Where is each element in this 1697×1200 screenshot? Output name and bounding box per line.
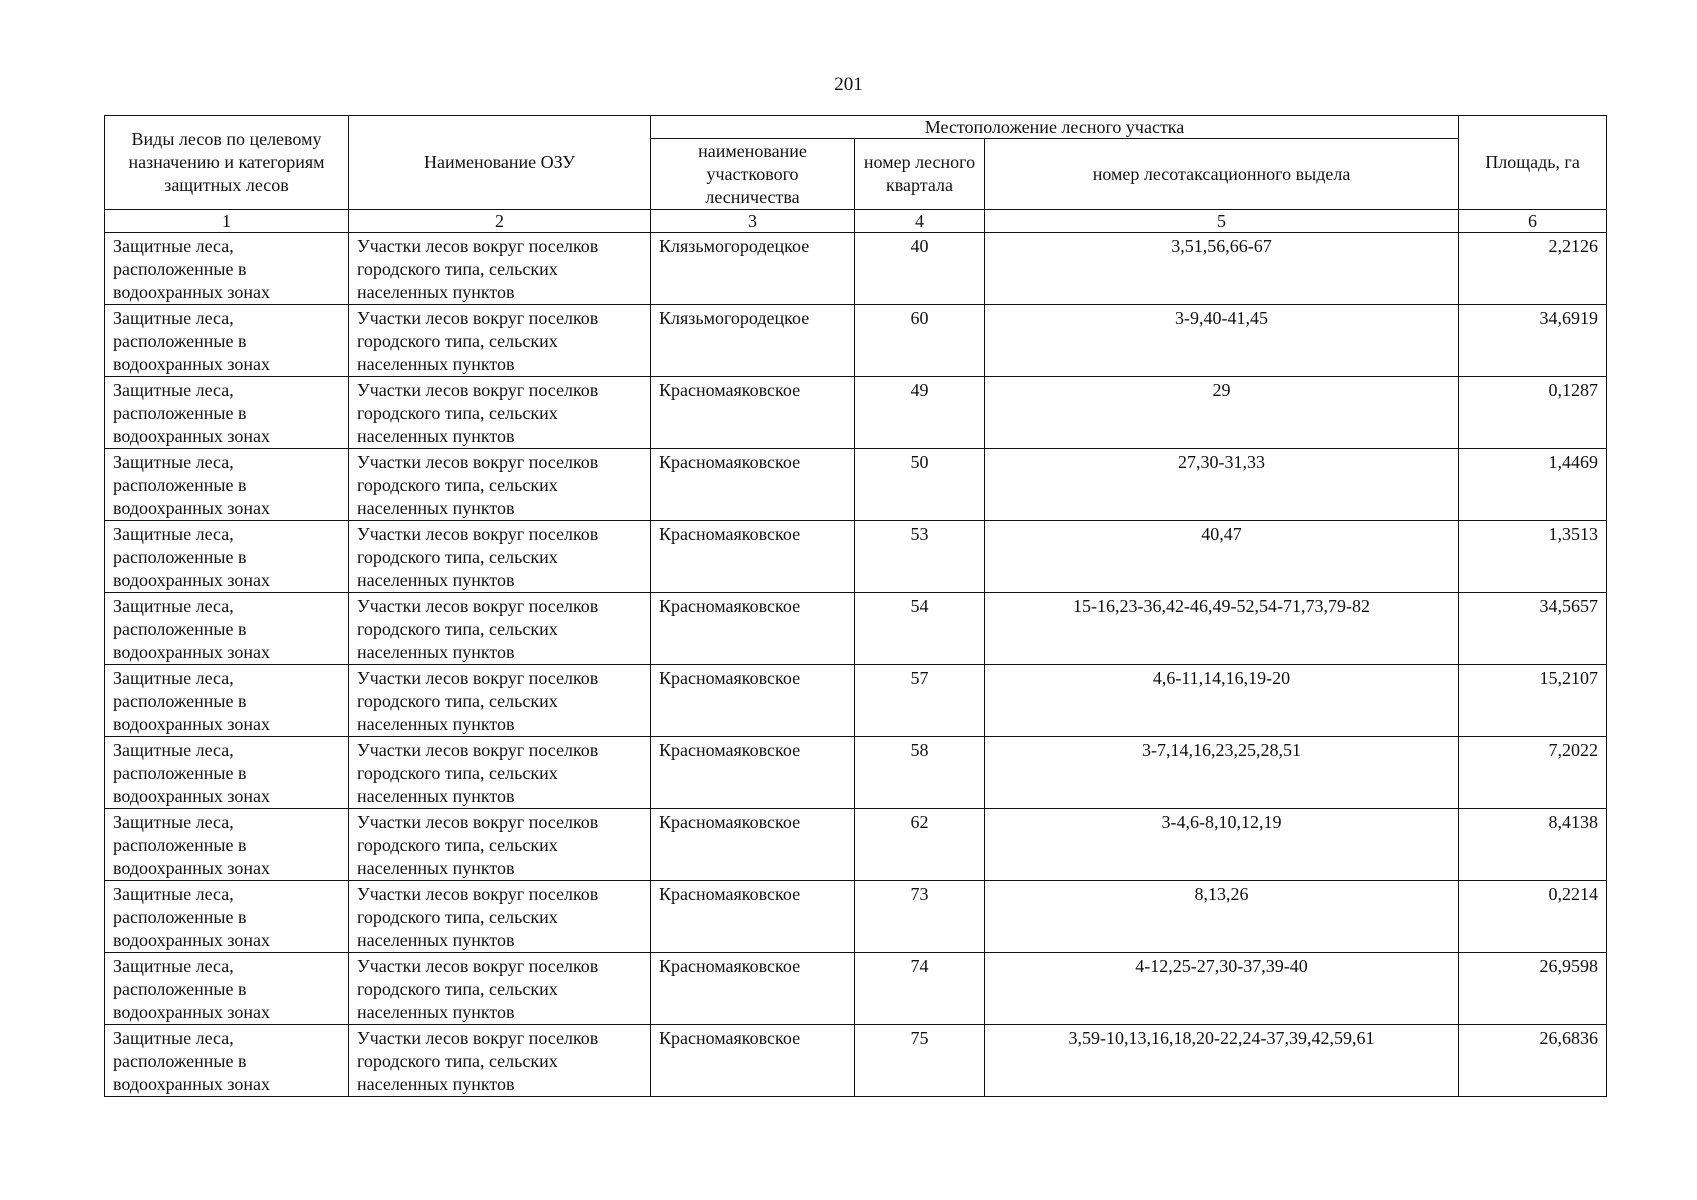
- cell-ozu-name: Участки лесов вокруг поселков городского типа, сельских населенных пунктов: [349, 593, 651, 665]
- cell-forestry-name: Красномаяковское: [651, 449, 855, 521]
- cell-forestry-name: Красномаяковское: [651, 593, 855, 665]
- cell-section-number: 15-16,23-36,42-46,49-52,54-71,73,79-82: [985, 593, 1459, 665]
- table-row: [105, 809, 1607, 881]
- cell-forest-type: Защитные леса, расположенные в водоохранных зонах: [105, 377, 349, 449]
- cell-forestry-name: Красномаяковское: [651, 737, 855, 809]
- table-row: [105, 737, 1607, 809]
- cell-forestry-name: Клязьмогородецкое: [651, 233, 855, 305]
- cell-quarter-number: 53: [855, 521, 985, 593]
- cell-forestry-name: Красномаяковское: [651, 881, 855, 953]
- cell-ozu-name: Участки лесов вокруг поселков городского типа, сельских населенных пунктов: [349, 953, 651, 1025]
- column-number: 2: [349, 210, 651, 233]
- cell-quarter-number: 58: [855, 737, 985, 809]
- cell-section-number: 8,13,26: [985, 881, 1459, 953]
- cell-forestry-name: Красномаяковское: [651, 521, 855, 593]
- cell-section-number: 3,59-10,13,16,18,20-22,24-37,39,42,59,61: [985, 1025, 1459, 1097]
- table-row: [105, 1025, 1607, 1097]
- cell-quarter-number: 54: [855, 593, 985, 665]
- cell-section-number: 4,6-11,14,16,19-20: [985, 665, 1459, 737]
- cell-forest-type: Защитные леса, расположенные в водоохранных зонах: [105, 737, 349, 809]
- cell-quarter-number: 74: [855, 953, 985, 1025]
- cell-quarter-number: 73: [855, 881, 985, 953]
- cell-quarter-number: 62: [855, 809, 985, 881]
- cell-quarter-number: 57: [855, 665, 985, 737]
- cell-forest-type: Защитные леса, расположенные в водоохранных зонах: [105, 1025, 349, 1097]
- header-row-1: [105, 116, 1607, 139]
- cell-quarter-number: 40: [855, 233, 985, 305]
- table-row: [105, 953, 1607, 1025]
- cell-forest-type: Защитные леса, расположенные в водоохранных зонах: [105, 953, 349, 1025]
- cell-quarter-number: 75: [855, 1025, 985, 1097]
- cell-forestry-name: Красномаяковское: [651, 377, 855, 449]
- cell-forest-type: Защитные леса, расположенные в водоохранных зонах: [105, 521, 349, 593]
- header-quarter-number: номер лесного квартала: [855, 139, 985, 210]
- header-forestry-name: наименование участкового лесничества: [651, 139, 855, 210]
- cell-ozu-name: Участки лесов вокруг поселков городского типа, сельских населенных пунктов: [349, 737, 651, 809]
- table-row: [105, 665, 1607, 737]
- cell-section-number: 3,51,56,66-67: [985, 233, 1459, 305]
- cell-section-number: 29: [985, 377, 1459, 449]
- cell-area: 15,2107: [1459, 665, 1607, 737]
- header-forest-type: Виды лесов по целевому назначению и категориям защитных лесов: [105, 116, 349, 210]
- cell-area: 26,9598: [1459, 953, 1607, 1025]
- column-number-row: [105, 210, 1607, 233]
- column-number: 1: [105, 210, 349, 233]
- header-location-group: Местоположение лесного участка: [651, 116, 1459, 139]
- table-body: [105, 210, 1607, 1097]
- table-row: [105, 233, 1607, 305]
- cell-quarter-number: 49: [855, 377, 985, 449]
- column-number: 5: [985, 210, 1459, 233]
- cell-area: 0,1287: [1459, 377, 1607, 449]
- table-row: [105, 377, 1607, 449]
- cell-area: 7,2022: [1459, 737, 1607, 809]
- cell-area: 34,5657: [1459, 593, 1607, 665]
- cell-forestry-name: Клязьмогородецкое: [651, 305, 855, 377]
- cell-forest-type: Защитные леса, расположенные в водоохранных зонах: [105, 449, 349, 521]
- cell-area: 34,6919: [1459, 305, 1607, 377]
- table-row: [105, 881, 1607, 953]
- column-number: 6: [1459, 210, 1607, 233]
- table-header: [105, 116, 1607, 210]
- cell-forest-type: Защитные леса, расположенные в водоохранных зонах: [105, 305, 349, 377]
- cell-ozu-name: Участки лесов вокруг поселков городского типа, сельских населенных пунктов: [349, 233, 651, 305]
- cell-area: 26,6836: [1459, 1025, 1607, 1097]
- cell-ozu-name: Участки лесов вокруг поселков городского типа, сельских населенных пунктов: [349, 305, 651, 377]
- cell-area: 1,3513: [1459, 521, 1607, 593]
- cell-ozu-name: Участки лесов вокруг поселков городского типа, сельских населенных пунктов: [349, 881, 651, 953]
- cell-forestry-name: Красномаяковское: [651, 953, 855, 1025]
- cell-forestry-name: Красномаяковское: [651, 1025, 855, 1097]
- cell-quarter-number: 50: [855, 449, 985, 521]
- cell-section-number: 3-9,40-41,45: [985, 305, 1459, 377]
- header-ozu-name: Наименование ОЗУ: [349, 116, 651, 210]
- cell-area: 1,4469: [1459, 449, 1607, 521]
- cell-ozu-name: Участки лесов вокруг поселков городского типа, сельских населенных пунктов: [349, 665, 651, 737]
- cell-section-number: 40,47: [985, 521, 1459, 593]
- cell-forest-type: Защитные леса, расположенные в водоохранных зонах: [105, 233, 349, 305]
- cell-area: 2,2126: [1459, 233, 1607, 305]
- table-row: [105, 449, 1607, 521]
- cell-forest-type: Защитные леса, расположенные в водоохранных зонах: [105, 809, 349, 881]
- column-number: 4: [855, 210, 985, 233]
- cell-forest-type: Защитные леса, расположенные в водоохранных зонах: [105, 593, 349, 665]
- cell-area: 0,2214: [1459, 881, 1607, 953]
- cell-forestry-name: Красномаяковское: [651, 809, 855, 881]
- page-number: 201: [834, 74, 863, 95]
- table-row: [105, 521, 1607, 593]
- cell-quarter-number: 60: [855, 305, 985, 377]
- table-row: [105, 305, 1607, 377]
- cell-ozu-name: Участки лесов вокруг поселков городского типа, сельских населенных пунктов: [349, 809, 651, 881]
- header-section-number: номер лесотаксационного выдела: [985, 139, 1459, 210]
- cell-forestry-name: Красномаяковское: [651, 665, 855, 737]
- cell-section-number: 4-12,25-27,30-37,39-40: [985, 953, 1459, 1025]
- header-area: Площадь, га: [1459, 116, 1607, 210]
- cell-ozu-name: Участки лесов вокруг поселков городского типа, сельских населенных пунктов: [349, 1025, 651, 1097]
- cell-section-number: 27,30-31,33: [985, 449, 1459, 521]
- cell-section-number: 3-7,14,16,23,25,28,51: [985, 737, 1459, 809]
- cell-ozu-name: Участки лесов вокруг поселков городского типа, сельских населенных пунктов: [349, 521, 651, 593]
- cell-ozu-name: Участки лесов вокруг поселков городского типа, сельских населенных пунктов: [349, 377, 651, 449]
- cell-ozu-name: Участки лесов вокруг поселков городского типа, сельских населенных пунктов: [349, 449, 651, 521]
- column-number: 3: [651, 210, 855, 233]
- cell-section-number: 3-4,6-8,10,12,19: [985, 809, 1459, 881]
- cell-area: 8,4138: [1459, 809, 1607, 881]
- cell-forest-type: Защитные леса, расположенные в водоохранных зонах: [105, 881, 349, 953]
- table-row: [105, 593, 1607, 665]
- cell-forest-type: Защитные леса, расположенные в водоохранных зонах: [105, 665, 349, 737]
- forest-plots-table: [104, 115, 1607, 1097]
